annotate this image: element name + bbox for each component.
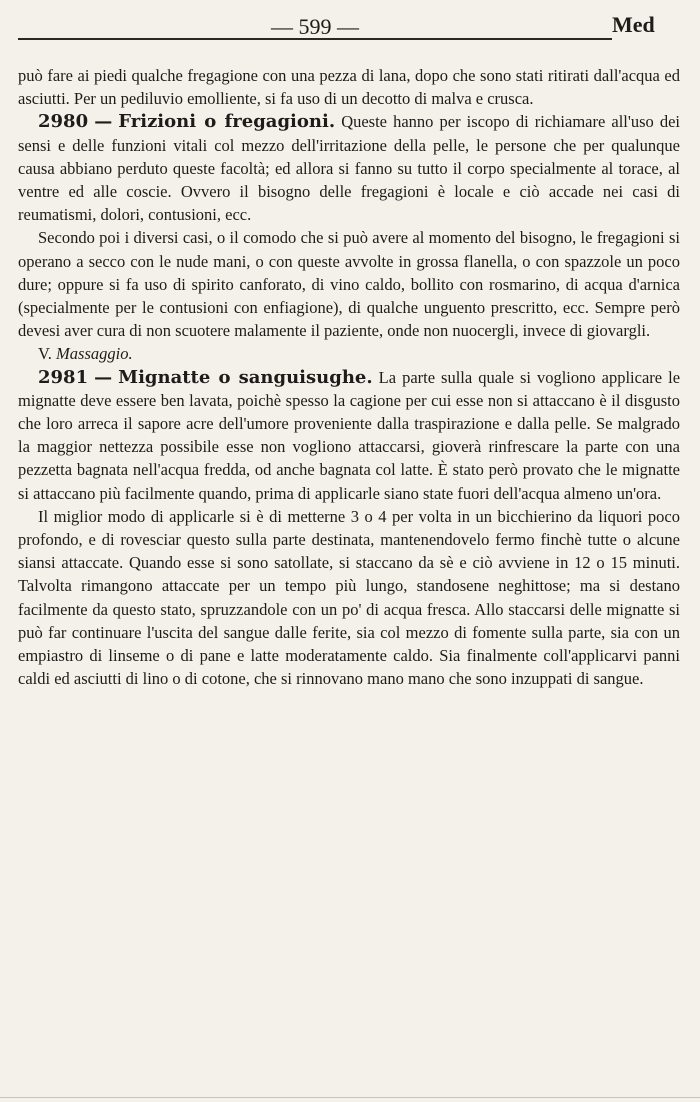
entry-dash: — [94, 111, 113, 133]
entry-2980 [18, 110, 680, 226]
cross-reference [18, 342, 680, 365]
cross-reference-prefix: V. [38, 344, 52, 364]
page-header [18, 8, 612, 40]
entry-title: Mignatte o sanguisughe. [118, 366, 373, 388]
entry-text: La parte sulla quale si vogliono applicare le mignatte deve essere ben lavata, poichè spesso la cagione per cui esse non si attaccano è il disgusto che loro arreca il sapore acre dell'umore proveniente dalla traspirazione e dalla pelle. Se malgrado la maggior nettezza possibile esse non vogliono attaccarsi, gioverà rinfrescare la parte con una pezzetta bagnata nell'acqua fredda, od anche bagnata col latte. È stato però provato che le mignatte si attaccano più facilmente quando, prima di applicarle siano state fuori dell'acqua almeno un'ora. [18, 367, 681, 503]
page-body [18, 64, 680, 690]
entry-2981 [18, 366, 680, 505]
paragraph-continuation: può fare ai piedi qualche fregagione con una pezza di lana, dopo che sono stati ritirati dall'acqua ed asciutti. Per un pediluvio emolliente, si fa uso di un decotto di malva e crusca. [18, 66, 680, 109]
cross-reference-title: Massaggio. [56, 344, 133, 364]
entry-number: 2981 [38, 366, 89, 388]
paragraph: Secondo poi i diversi casi, o il comodo che si può avere al momento del bisogno, le fregagioni si operano a secco con le nude mani, o con queste avvolte in grossa flanella, o con spazzole un poco dure; oppure si fa uso di spirito canforato, di vino caldo, bollito con rosmarino, di acqua d'arnica (specialmente per le contusioni con enfiagione), di qualche unguento prescritto, ecc. Sempre però devesi aver cura di non scuotere malamente il paziente, onde non nuocergli, invece di giovargli. [18, 228, 680, 341]
running-head-section: Med [612, 12, 655, 37]
entry-number: 2980 [38, 111, 89, 133]
entry-dash: — [94, 366, 113, 388]
page-edge [0, 1097, 700, 1098]
entry-title: Frizioni o fregagioni. [118, 111, 336, 133]
paragraph: Il miglior modo di applicarle si è di metterne 3 o 4 per volta in un bicchierino da liquori poco profondo, e di rovesciar questo sulla parte destinata, mantenendovelo fermo finchè tutte o alcune siansi attaccate. Quando esse si sono satollate, si staccano da sè e ciò avviene in 12 o 15 minuti. Talvolta rimangono attaccate per un tempo più lungo, standosene neghittose; ma si destano facilmente da questo stato, spruzzandole con un po' di acqua fresca. Allo staccarsi delle mignatte si può far continuare l'uscita del sangue dalle ferite, sia col mezzo di fomente sulla parte, sia con un empiastro di linseme o di pane e latte moderatamente caldo. Sia finalmente coll'applicarvi panni caldi ed asciutti di lino o di cotone, che si rinnovano mano mano che sono inzuppati di sangue. [18, 506, 680, 689]
page-number: — 599 — [271, 14, 359, 39]
entry-text: Queste hanno per iscopo di richiamare all'uso dei sensi e delle funzioni vitali col mezzo dell'irritazione della pelle, le persone che per qualunque causa abbiano perduto queste facoltà; ed allora si fanno su tutto il corpo specialmente al torace, al ventre ed alle coscie. Ovvero il bisogno delle fregagioni è locale e ciò accade nei casi di reumatismi, dolori, contusioni, ecc. [18, 112, 681, 225]
